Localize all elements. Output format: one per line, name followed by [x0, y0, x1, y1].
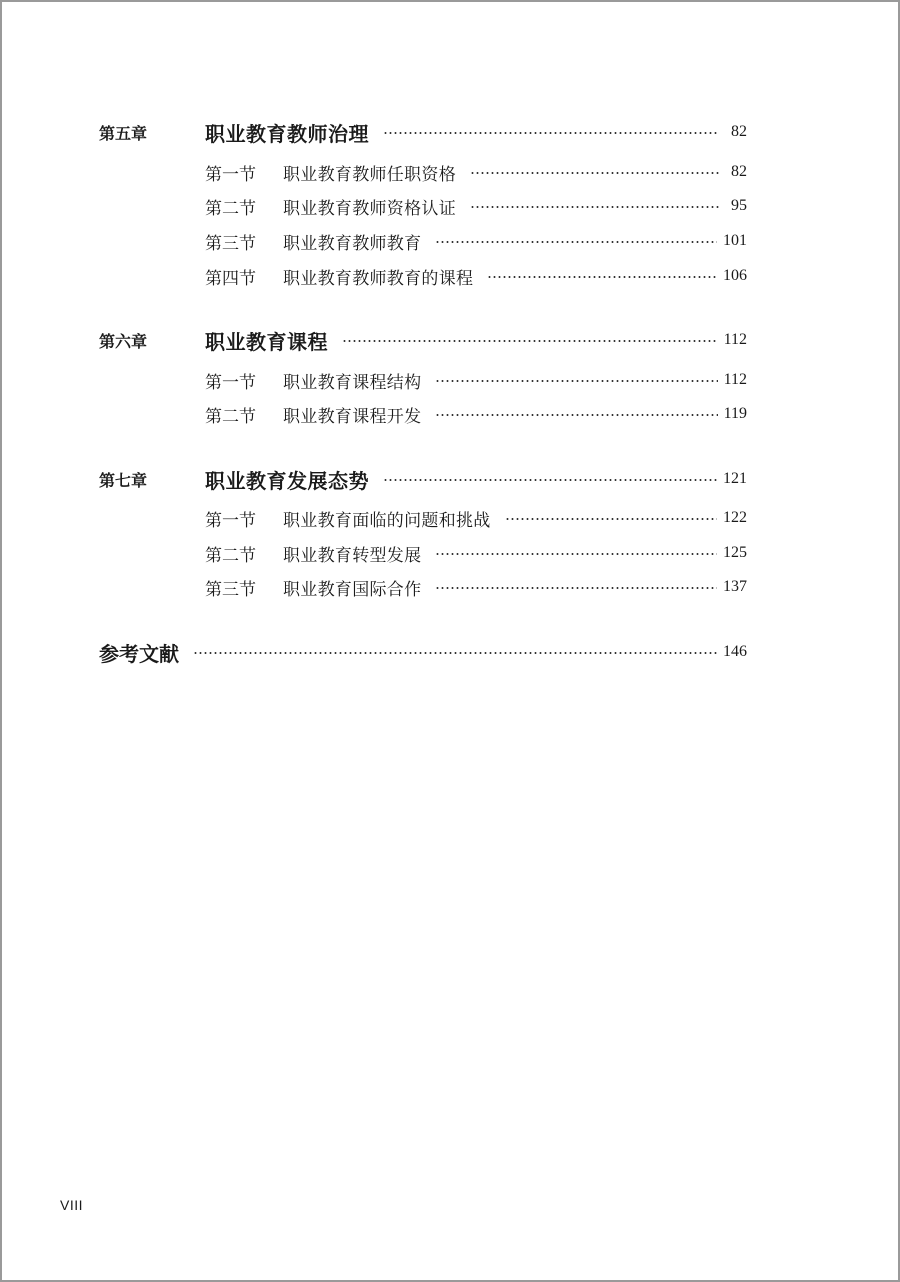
- chapter-title: 职业教育发展态势: [205, 468, 369, 493]
- dot-leader: [435, 241, 717, 243]
- section-title: 职业教育教师资格认证: [283, 198, 456, 219]
- dot-leader: [505, 518, 717, 520]
- toc-section-row[interactable]: [99, 193, 747, 219]
- dot-leader: [487, 276, 717, 278]
- section-title: 职业教育教师任职资格: [283, 164, 456, 185]
- chapter-title: 职业教育教师治理: [205, 121, 369, 146]
- dot-leader: [435, 587, 717, 589]
- page-number: 101: [723, 232, 747, 249]
- section-label: 第二节: [205, 406, 256, 427]
- dot-leader: [383, 479, 717, 481]
- page-number: 137: [723, 578, 747, 595]
- toc-section-row[interactable]: [99, 401, 747, 427]
- toc-references-row[interactable]: [99, 639, 747, 665]
- dot-leader: [470, 206, 719, 208]
- dot-leader: [383, 132, 719, 134]
- toc-section-row[interactable]: [99, 505, 747, 531]
- section-label: 第二节: [205, 545, 256, 566]
- dot-leader: [470, 172, 719, 174]
- section-label: 第四节: [205, 268, 256, 289]
- folio-page-number: VIII: [60, 1197, 84, 1213]
- toc-section-row[interactable]: [99, 159, 747, 185]
- section-title: 职业教育教师教育: [283, 233, 422, 254]
- chapter-label: 第五章: [99, 123, 148, 143]
- dot-leader: [435, 380, 717, 382]
- references-title: 参考文献: [99, 641, 179, 666]
- page-number: 106: [723, 267, 747, 284]
- page-number: 119: [723, 405, 747, 422]
- dot-leader: [435, 414, 717, 416]
- page-number: 112: [723, 371, 747, 388]
- toc-chapter-row[interactable]: [99, 327, 747, 353]
- page-number: 82: [731, 163, 747, 180]
- section-label: 第一节: [205, 510, 256, 531]
- page-number: 125: [723, 544, 747, 561]
- section-label: 第三节: [205, 233, 256, 254]
- dot-leader: [342, 340, 718, 342]
- page-number: 82: [731, 123, 747, 140]
- toc-section-row[interactable]: [99, 367, 747, 393]
- toc-chapter-row[interactable]: [99, 119, 747, 145]
- section-label: 第一节: [205, 372, 256, 393]
- chapter-label: 第七章: [99, 470, 148, 490]
- section-title: 职业教育面临的问题和挑战: [283, 510, 491, 531]
- toc-chapter-row[interactable]: [99, 466, 747, 492]
- page-number: 121: [723, 470, 747, 487]
- section-label: 第二节: [205, 198, 256, 219]
- section-title: 职业教育课程结构: [283, 372, 422, 393]
- toc-section-row[interactable]: [99, 228, 747, 254]
- page-number: 146: [723, 643, 747, 660]
- section-title: 职业教育教师教育的课程: [283, 268, 474, 289]
- section-title: 职业教育转型发展: [283, 545, 422, 566]
- page-number: 95: [731, 197, 747, 214]
- toc-section-row[interactable]: [99, 574, 747, 600]
- page-number: 112: [723, 331, 747, 348]
- toc-section-row[interactable]: [99, 540, 747, 566]
- page-number: 122: [723, 509, 747, 526]
- dot-leader: [193, 652, 717, 654]
- chapter-title: 职业教育课程: [205, 329, 328, 354]
- dot-leader: [435, 553, 717, 555]
- chapter-label: 第六章: [99, 331, 148, 351]
- section-label: 第一节: [205, 164, 256, 185]
- section-title: 职业教育课程开发: [283, 406, 422, 427]
- section-title: 职业教育国际合作: [283, 579, 422, 600]
- toc-section-row[interactable]: [99, 263, 747, 289]
- section-label: 第三节: [205, 579, 256, 600]
